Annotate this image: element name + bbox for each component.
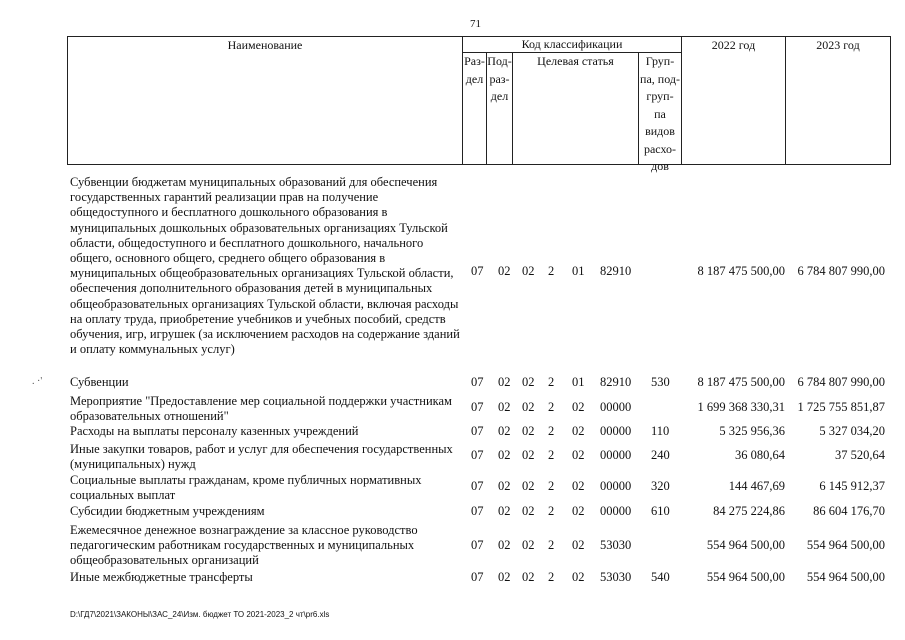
cell-amount-2022: 84 275 224,86 bbox=[713, 504, 785, 518]
cell-podrazdel: 02 bbox=[498, 538, 511, 552]
cell-razdel: 07 bbox=[471, 538, 484, 552]
cell-target-part-4: 00000 bbox=[600, 479, 632, 493]
cell-target-part-4: 82910 bbox=[600, 375, 632, 389]
cell-target-part-2: 2 bbox=[548, 448, 555, 462]
cell-target-part-4: 82910 bbox=[600, 264, 632, 278]
table-header bbox=[67, 36, 891, 173]
cell-amount-2023: 37 520,64 bbox=[835, 448, 885, 462]
cell-target-part-2: 2 bbox=[548, 504, 555, 518]
cell-target-part-3: 02 bbox=[572, 400, 585, 414]
cell-target-part-2: 2 bbox=[548, 400, 555, 414]
row-name: Субвенции bbox=[70, 375, 129, 389]
row-name: Иные межбюджетные трансферты bbox=[70, 570, 253, 584]
cell-podrazdel: 02 bbox=[498, 504, 511, 518]
cell-target-part-3: 01 bbox=[572, 375, 585, 389]
cell-podrazdel: 02 bbox=[498, 400, 511, 414]
header-classification: Код классификации bbox=[463, 37, 682, 53]
cell-target-part-4: 00000 bbox=[600, 504, 632, 518]
cell-amount-2022: 1 699 368 330,31 bbox=[697, 400, 785, 414]
cell-amount-2023: 6 784 807 990,00 bbox=[797, 264, 885, 278]
cell-podrazdel: 02 bbox=[498, 375, 511, 389]
cell-target-part-3: 01 bbox=[572, 264, 585, 278]
cell-podrazdel: 02 bbox=[498, 448, 511, 462]
cell-target-part-2: 2 bbox=[548, 424, 555, 438]
cell-target-part-2: 2 bbox=[548, 479, 555, 493]
cell-target-part-4: 00000 bbox=[600, 448, 632, 462]
cell-podrazdel: 02 bbox=[498, 570, 511, 584]
scan-mark: . ·' bbox=[32, 376, 43, 387]
cell-vid-raskhodov: 240 bbox=[651, 448, 670, 462]
cell-amount-2022: 36 080,64 bbox=[735, 448, 785, 462]
cell-target-part-2: 2 bbox=[548, 538, 555, 552]
cell-amount-2023: 6 784 807 990,00 bbox=[797, 375, 885, 389]
cell-target-part-3: 02 bbox=[572, 538, 585, 552]
cell-amount-2022: 5 325 956,36 bbox=[719, 424, 785, 438]
cell-target-part-4: 00000 bbox=[600, 400, 632, 414]
cell-target-part-1: 02 bbox=[522, 448, 535, 462]
header-razdel: Раз- дел bbox=[463, 53, 487, 165]
cell-target-part-1: 02 bbox=[522, 424, 535, 438]
cell-vid-raskhodov: 610 bbox=[651, 504, 670, 518]
header-name: Наименование bbox=[68, 37, 463, 165]
row-name: Субсидии бюджетным учреждениям bbox=[70, 504, 265, 518]
cell-target-part-1: 02 bbox=[522, 264, 535, 278]
cell-target-part-1: 02 bbox=[522, 570, 535, 584]
row-name: Расходы на выплаты персоналу казенных учреждений bbox=[70, 424, 359, 438]
cell-razdel: 07 bbox=[471, 570, 484, 584]
cell-target-part-3: 02 bbox=[572, 570, 585, 584]
cell-vid-raskhodov: 530 bbox=[651, 375, 670, 389]
cell-target-part-1: 02 bbox=[522, 504, 535, 518]
cell-target-part-4: 00000 bbox=[600, 424, 632, 438]
cell-razdel: 07 bbox=[471, 264, 484, 278]
cell-target-part-4: 53030 bbox=[600, 570, 632, 584]
header-year-2023: 2023 год bbox=[786, 37, 891, 165]
cell-amount-2023: 5 327 034,20 bbox=[819, 424, 885, 438]
cell-amount-2022: 554 964 500,00 bbox=[706, 570, 785, 584]
cell-razdel: 07 bbox=[471, 479, 484, 493]
cell-amount-2022: 144 467,69 bbox=[728, 479, 785, 493]
cell-podrazdel: 02 bbox=[498, 479, 511, 493]
header-target-article: Целевая статья bbox=[513, 53, 639, 165]
file-path-footer: D:\ГД7\2021\ЗАКОНЫ\ЗАС_24\Изм. бюджет ТО 2021-2023_2 чт\pr6.xls bbox=[70, 610, 330, 619]
row-name: Мероприятие "Предоставление мер социальной поддержки участникам образовательных отношений" bbox=[70, 394, 452, 424]
cell-vid-raskhodov: 110 bbox=[651, 424, 670, 438]
cell-target-part-3: 02 bbox=[572, 448, 585, 462]
cell-vid-raskhodov: 540 bbox=[651, 570, 670, 584]
cell-razdel: 07 bbox=[471, 504, 484, 518]
cell-amount-2022: 8 187 475 500,00 bbox=[697, 375, 785, 389]
cell-target-part-3: 02 bbox=[572, 424, 585, 438]
cell-amount-2023: 1 725 755 851,87 bbox=[797, 400, 885, 414]
cell-target-part-1: 02 bbox=[522, 538, 535, 552]
cell-target-part-1: 02 bbox=[522, 400, 535, 414]
cell-target-part-3: 02 bbox=[572, 504, 585, 518]
cell-amount-2023: 554 964 500,00 bbox=[806, 570, 885, 584]
cell-target-part-2: 2 bbox=[548, 570, 555, 584]
cell-target-part-2: 2 bbox=[548, 264, 555, 278]
cell-razdel: 07 bbox=[471, 375, 484, 389]
cell-target-part-3: 02 bbox=[572, 479, 585, 493]
row-name: Ежемесячное денежное вознаграждение за классное руководство педагогическим работникам государственных и муниципальных общеобразовательных организаций bbox=[70, 523, 418, 568]
cell-razdel: 07 bbox=[471, 448, 484, 462]
cell-amount-2023: 554 964 500,00 bbox=[806, 538, 885, 552]
cell-target-part-2: 2 bbox=[548, 375, 555, 389]
cell-target-part-1: 02 bbox=[522, 375, 535, 389]
cell-amount-2023: 6 145 912,37 bbox=[819, 479, 885, 493]
cell-target-part-4: 53030 bbox=[600, 538, 632, 552]
cell-vid-raskhodov: 320 bbox=[651, 479, 670, 493]
header-vid-raskhodov: Груп- па, под- груп- па видов расхо- дов bbox=[639, 53, 682, 165]
cell-razdel: 07 bbox=[471, 400, 484, 414]
page-number: 71 bbox=[470, 18, 481, 30]
cell-amount-2022: 8 187 475 500,00 bbox=[697, 264, 785, 278]
cell-podrazdel: 02 bbox=[498, 424, 511, 438]
row-name: Иные закупки товаров, работ и услуг для обеспечения государственных (муниципальных) нужд bbox=[70, 442, 453, 472]
row-name: Социальные выплаты гражданам, кроме публичных нормативных социальных выплат bbox=[70, 473, 422, 503]
row-name: Субвенции бюджетам муниципальных образований для обеспечения государственных гарантий реализации прав на получение общедоступного и бесплатного дошкольного образования в муниципальных дошкольных образовательных организациях Тульской области, общедоступного и бесплатного дошкольного, начального общего, основного общего, среднего общего образования в муниципальных общеобразовательных организациях Тульской области, обеспечения дополнительного образования детей в муниципальных общеобразовательных организациях Тульской области, включая расходы на оплату труда, приобретение учебников и учебных пособий, средств обучения, игр, игрушек (за исключением расходов на содержание зданий и оплату коммунальных услуг) bbox=[70, 175, 460, 357]
cell-podrazdel: 02 bbox=[498, 264, 511, 278]
cell-razdel: 07 bbox=[471, 424, 484, 438]
header-podrazdel: Под- раз- дел bbox=[487, 53, 513, 165]
header-year-2022: 2022 год bbox=[682, 37, 786, 165]
cell-target-part-1: 02 bbox=[522, 479, 535, 493]
cell-amount-2023: 86 604 176,70 bbox=[813, 504, 885, 518]
cell-amount-2022: 554 964 500,00 bbox=[706, 538, 785, 552]
